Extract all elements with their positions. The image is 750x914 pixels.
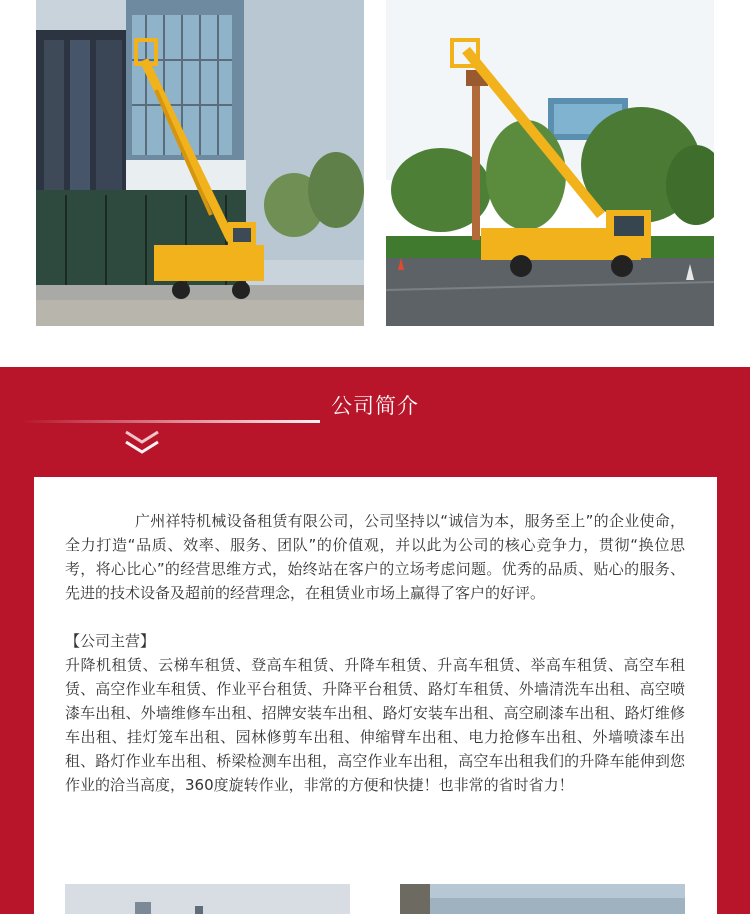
business-list: 升降机租赁、云梯车租赁、登高车租赁、升降车租赁、升高车租赁、举高车租赁、高空车租赁、高空作业车租赁、作业平台租赁、升降平台租赁、路灯车租赁、外墙清洗车出租、高空喷漆车出租、外墙维修车出租、招牌安装车出租、路灯安装车出租、高空刷漆车出租、路灯维修车出租、挂灯笼车出租、园林修剪车出租、伸缩臂车出租、电力抢修车出租、外墙喷漆车出租、路灯作业车出租、桥梁检测车出租，高空作业车出租，高空车出租我们的升降车能伸到您作业的洽当高度，360度旋转作业，非常的方便和快捷！也非常的省时省力！ [65,656,685,794]
intro-paragraph: 广州祥特机械设备租赁有限公司，公司坚持以“诚信为本，服务至上”的企业使命，全力打造“品质、效率、服务、团队”的价值观，并以此为公司的核心竞争力，贯彻“换位思考，将心比心”的经营思维方式，始终站在客户的立场考虑问题。优秀的品质、贴心的服务、先进的技术设备及超前的经营理念，在租赁业市场上赢得了客户的好评。 [65,512,685,602]
double-chevron-down-icon [122,428,162,458]
profile-text [65,509,685,797]
photo-aerial-truck-road [386,0,714,326]
photo-bottom-left [65,884,350,914]
photo-aerial-truck-building [36,0,364,326]
photo-bottom-right [400,884,685,914]
title-divider-line [20,420,320,423]
business-heading: 【公司主营】 [65,632,156,650]
section-title: 公司简介 [331,394,419,418]
